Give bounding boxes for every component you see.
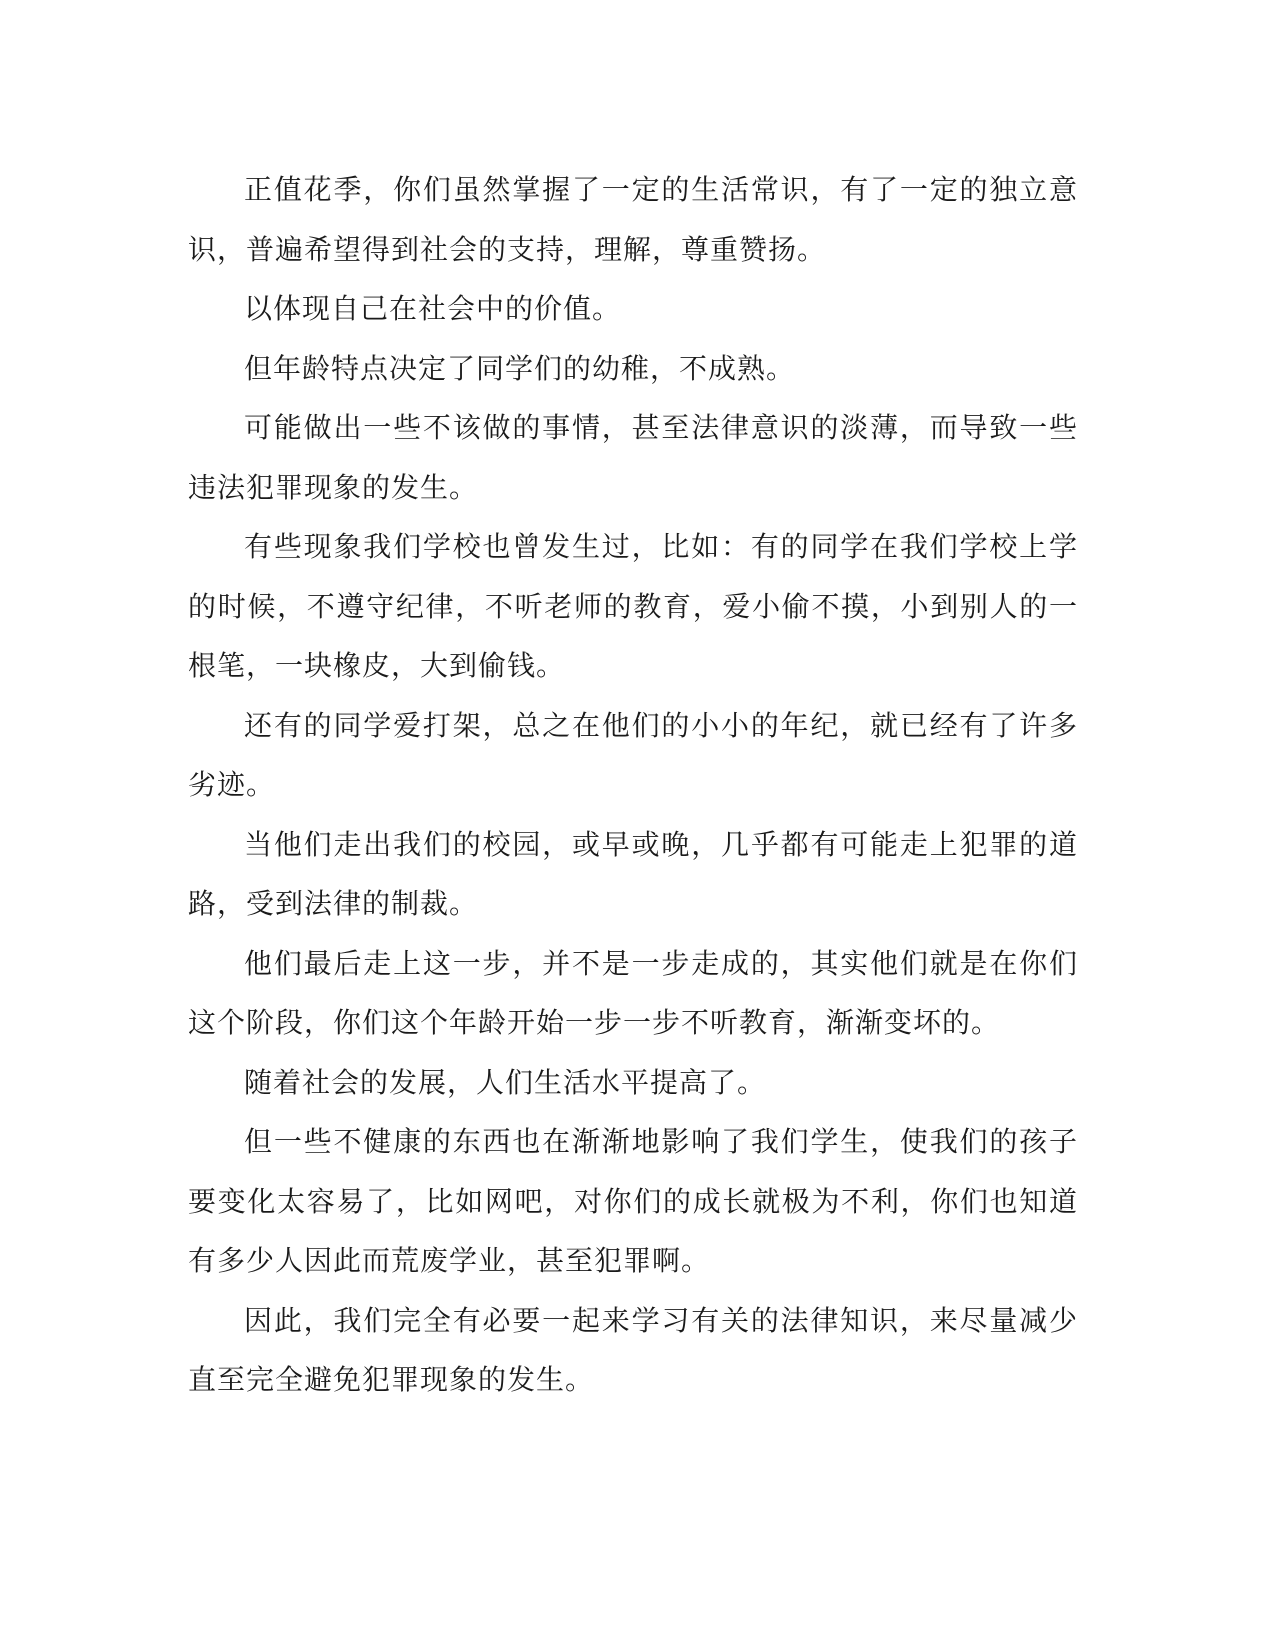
paragraph-6: 还有的同学爱打架，总之在他们的小小的年纪，就已经有了许多劣迹。 bbox=[188, 708, 1078, 801]
paragraph-9: 随着社会的发展，人们生活水平提高了。 bbox=[244, 1065, 767, 1099]
paragraph-7: 当他们走出我们的校园，或早或晚，几乎都有可能走上犯罪的道路，受到法律的制裁。 bbox=[188, 827, 1078, 920]
paragraph-8: 他们最后走上这一步，并不是一步走成的，其实他们就是在你们这个阶段，你们这个年龄开始一步一步不听教育，渐渐变坏的。 bbox=[188, 946, 1078, 1039]
paragraph-5: 有些现象我们学校也曾发生过，比如：有的同学在我们学校上学的时候，不遵守纪律，不听老师的教育，爱小偷不摸，小到别人的一根笔，一块橡皮，大到偷钱。 bbox=[188, 530, 1078, 682]
paragraph-2: 以体现自己在社会中的价值。 bbox=[244, 292, 622, 325]
paragraph-11: 因此，我们完全有必要一起来学习有关的法律知识，来尽量减少直至完全避免犯罪现象的发生。 bbox=[188, 1303, 1078, 1396]
document-body bbox=[188, 160, 1078, 1410]
paragraph-10: 但一些不健康的东西也在渐渐地影响了我们学生，使我们的孩子要变化太容易了，比如网吧，对你们的成长就极为不利，你们也知道有多少人因此而荒废学业，甚至犯罪啊。 bbox=[188, 1125, 1078, 1277]
paragraph-4: 可能做出一些不该做的事情，甚至法律意识的淡薄，而导致一些违法犯罪现象的发生。 bbox=[188, 411, 1078, 504]
paragraph-3: 但年龄特点决定了同学们的幼稚，不成熟。 bbox=[244, 351, 796, 385]
paragraph-1: 正值花季，你们虽然掌握了一定的生活常识，有了一定的独立意识，普遍希望得到社会的支持，理解，尊重赞扬。 bbox=[188, 173, 1078, 266]
